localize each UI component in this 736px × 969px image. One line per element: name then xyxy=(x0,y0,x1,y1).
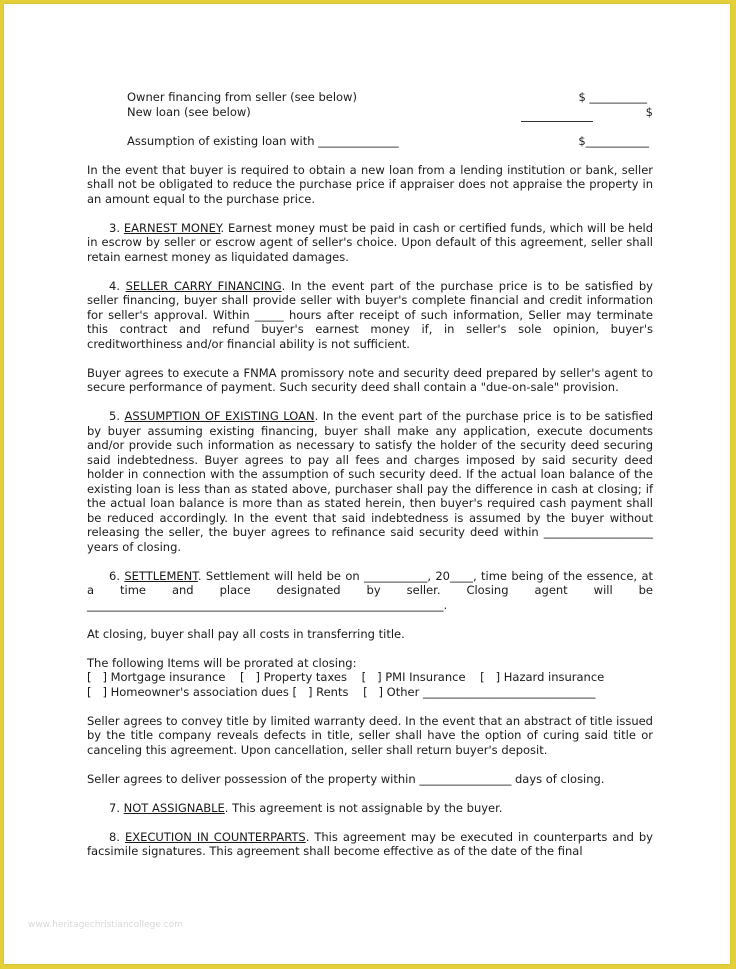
section-6-number: 6. xyxy=(109,568,120,583)
section-7-number: 7. xyxy=(109,800,120,815)
section-7-not-assignable xyxy=(87,801,653,816)
section-4-title: SELLER CARRY FINANCING xyxy=(125,278,282,293)
assumption-row xyxy=(87,134,653,149)
section-8-title: EXECUTION IN COUNTERPARTS xyxy=(124,829,306,844)
section-4-text: . In the event part of the purchase price is to be satisfied by seller financing, buyer shall provide seller with buyer's complete financial and credit information for seller's approval. Within _____ hours after receipt of such information, Seller may terminate this contract and refund buyer's earnest money if, in seller's sole opinion, buyer's creditworthiness and/or financial ability is not sufficient. xyxy=(87,278,653,351)
new-loan-amount: $ xyxy=(645,104,653,119)
owner-financing-label: Owner financing from seller (see below) xyxy=(127,90,357,104)
new-loan-label: New loan (see below) xyxy=(127,104,251,119)
section-7-text: . This agreement is not assignable by the buyer. xyxy=(224,800,503,815)
new-loan-row xyxy=(87,105,653,120)
section-5-title: ASSUMPTION OF EXISTING LOAN xyxy=(124,409,315,423)
section-4-number: 4. xyxy=(109,278,120,293)
section-8-counterparts xyxy=(87,830,653,859)
section-3-number: 3. xyxy=(109,220,120,235)
document-body xyxy=(87,90,653,873)
amount-underline xyxy=(521,121,593,122)
fnma-paragraph: Buyer agrees to execute a FNMA promissory note and security deed prepared by seller's agent to secure performance of payment. Such security deed shall contain a "due-on-sale" provision. xyxy=(87,365,653,394)
prorated-intro: The following Items will be prorated at closing: xyxy=(87,655,357,670)
section-3-earnest-money xyxy=(87,221,653,265)
document-page xyxy=(4,4,730,964)
section-7-title: NOT ASSIGNABLE xyxy=(123,800,225,815)
assumption-amount: $___________ xyxy=(578,133,649,148)
section-6-settlement xyxy=(87,569,653,613)
section-5-text: . In the event part of the purchase price is to be satisfied by buyer assuming existing financing, buyer shall make any application, execute documents and/or provide such information as necessary to satisfy the holder of the security deed securing said indebtedness. Buyer agrees to pay all fees and charges imposed by said security deed holder in connection with the assumption of such security deed. If the actual loan balance of the existing loan is less than as stated above, purchaser shall pay the difference in cash at closing; if the actual loan balance is more than as stated herein, then buyer's required cash payment shall be reduced accordingly. In the event that said indebtedness is assumed by the buyer without releasing the seller, the buyer agrees to refinance said security deed within ___________________ years of closing. xyxy=(87,409,654,554)
section-4-seller-carry xyxy=(87,279,653,352)
owner-financing-amount: $ __________ xyxy=(578,90,647,104)
section-3-title: EARNEST MONEY xyxy=(123,220,221,235)
closing-costs-paragraph: At closing, buyer shall pay all costs in transferring title. xyxy=(87,626,405,641)
assumption-label: Assumption of existing loan with ______________ xyxy=(127,133,399,148)
loan-event-paragraph: In the event that buyer is required to obtain a new loan from a lending institution or bank, seller shall not be obligated to reduce the purchase price if appraiser does not appraise the property in an amount equal to the purchase price. xyxy=(87,162,653,206)
section-5-assumption xyxy=(87,409,653,554)
convey-title-paragraph: Seller agrees to convey title by limited warranty deed. In the event that an abstract of title issued by the title company reveals defects in title, seller shall have the option of curing said title or canceling this agreement. Upon cancellation, seller shall return buyer's deposit. xyxy=(87,713,653,757)
possession-paragraph: Seller agrees to deliver possession of the property within ________________ days of closing. xyxy=(87,771,605,786)
rule-row xyxy=(87,119,653,134)
prorated-options-line-2: [ ] Homeowner's association dues [ ] Rents [ ] Other ______________________________ xyxy=(87,684,596,699)
watermark-text: www.heritagechristiancollege.com xyxy=(28,920,183,930)
section-5-number: 5. xyxy=(109,409,120,423)
section-8-text: . This agreement may be executed in counterparts and by facsimile signatures. This agreement shall become effective as of the date of the final xyxy=(87,829,653,858)
section-3-text: . Earnest money must be paid in cash or certified funds, which will be held in escrow by seller or escrow agent of seller's choice. Upon default of this agreement, seller shall retain earnest money as liquidated damages. xyxy=(87,220,654,264)
owner-financing-row xyxy=(87,90,653,105)
prorated-options-line-1: [ ] Mortgage insurance [ ] Property taxes [ ] PMI Insurance [ ] Hazard insurance xyxy=(87,670,605,684)
section-6-text: . Settlement will held be on ___________, 20____, time being of the essence, at a time and place designated by seller. Closing agent will be ______________________________________________________________. xyxy=(87,568,653,612)
section-8-number: 8. xyxy=(109,829,120,844)
section-6-title: SETTLEMENT xyxy=(124,568,198,583)
